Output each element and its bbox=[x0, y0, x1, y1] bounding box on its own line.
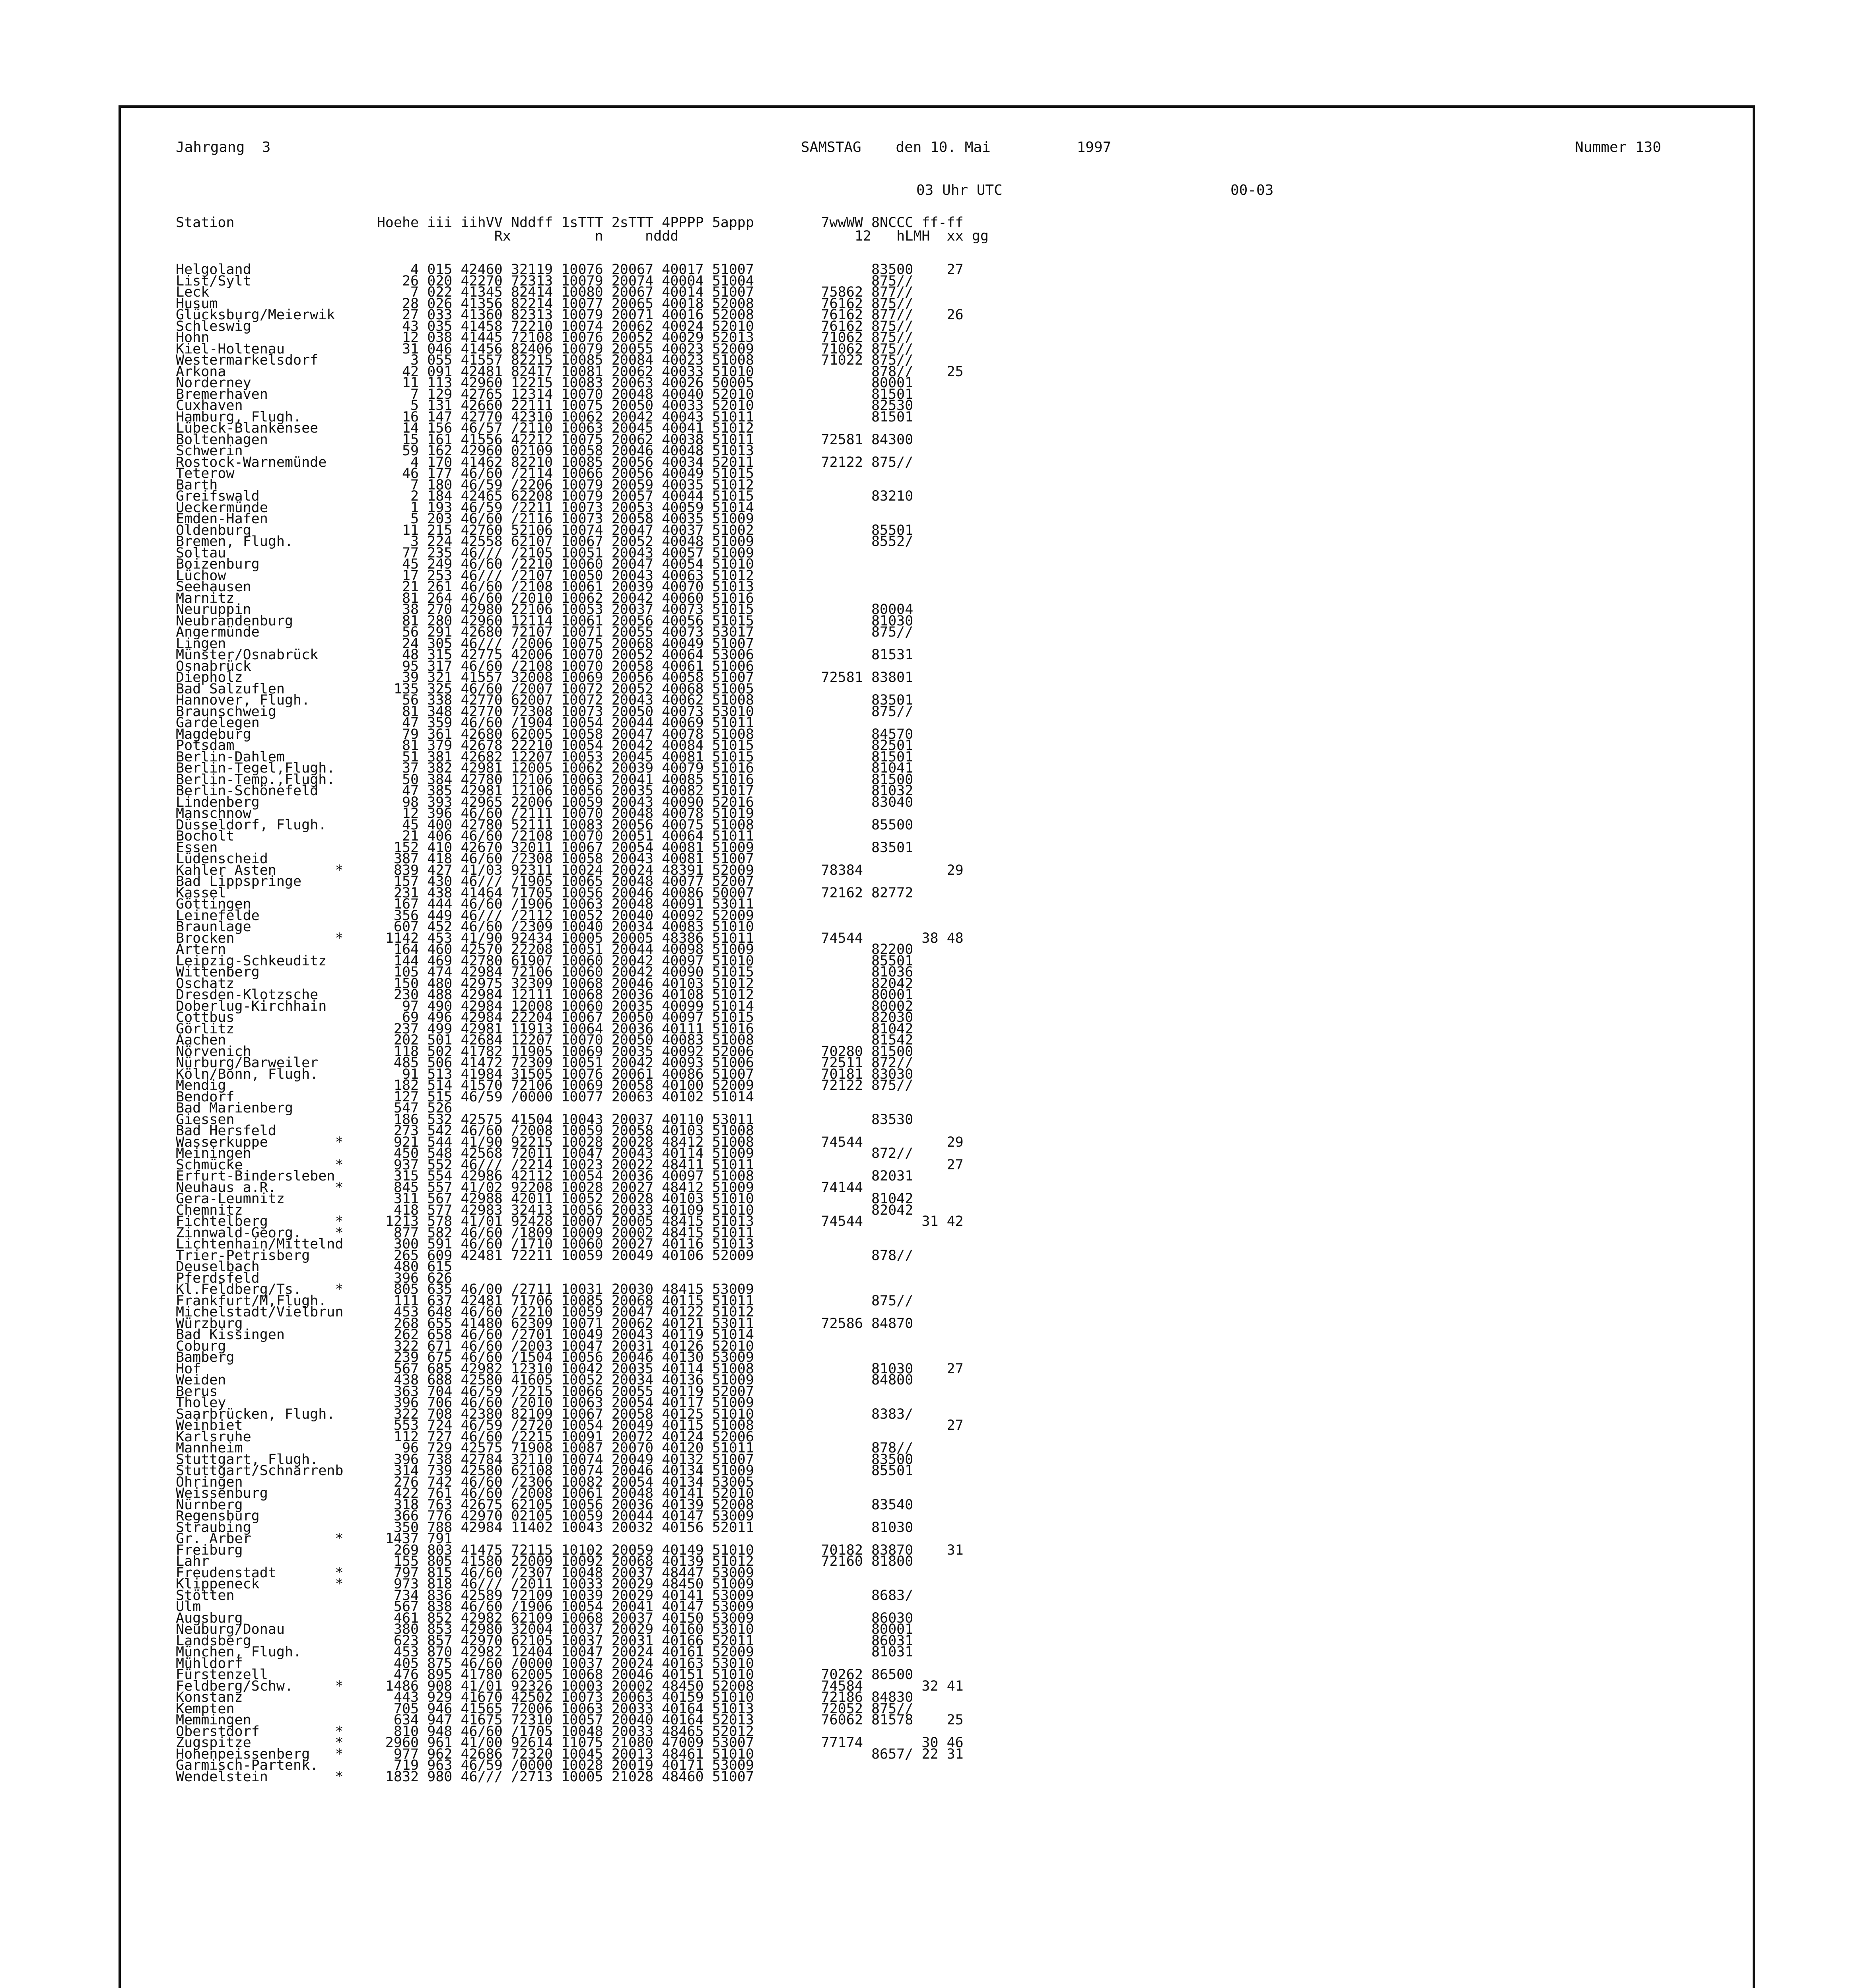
table-row: Deuselbach 480 615 bbox=[176, 1259, 453, 1275]
table-row: Potsdam 81 379 42678 22210 10054 20042 40084 51015 82501 bbox=[176, 738, 913, 753]
issue-number: Nummer 130 bbox=[1575, 139, 1661, 155]
table-row: Karlsruhe 112 727 46/60 /2215 10091 20072 40124 52006 bbox=[176, 1429, 754, 1445]
table-row: Pferdsfeld 396 626 bbox=[176, 1270, 453, 1286]
table-row: Greifswald 2 184 42465 62208 10079 20057 40044 51015 83210 bbox=[176, 488, 913, 504]
table-row: Bamberg 239 675 46/60 /1504 10056 20046 40130 53009 bbox=[176, 1349, 754, 1365]
table-row: Regensburg 366 776 42970 02105 10059 20044 40147 53009 bbox=[176, 1508, 754, 1524]
table-row: Augsburg 461 852 42982 62109 10068 20037 40150 53009 86030 bbox=[176, 1610, 913, 1626]
table-row: Berlin-Temp.,Flugh. 50 384 42780 12106 10063 20041 40085 51016 81500 bbox=[176, 771, 913, 788]
table-row: Weissenburg 422 761 46/60 /2008 10061 20048 40141 52010 bbox=[176, 1485, 754, 1501]
table-row: Braunlage 607 452 46/60 /2309 10040 20034 40083 51010 bbox=[176, 919, 754, 935]
table-row: Meiningen 450 548 42568 72011 10047 20043 40114 51009 872// bbox=[176, 1145, 913, 1161]
table-row: Frankfurt/M,Flugh. 111 637 42481 71706 10085 20068 40115 51011 875// bbox=[176, 1293, 913, 1309]
table-row: Konstanz 443 929 41670 42502 10073 20063 40159 51010 72186 84830 bbox=[176, 1689, 913, 1705]
table-row: Berlin-Tegel,Flugh. 37 382 42981 12005 10062 20039 40079 51016 81041 bbox=[176, 760, 913, 776]
table-row: Barth 7 180 46/59 /2206 10079 20059 40035 51012 bbox=[176, 477, 754, 493]
table-row: Neuhaus a.R. * 845 557 41/02 92208 10028 20027 48412 51009 74144 bbox=[176, 1179, 863, 1196]
table-row: Stuttgart, Flugh. 396 738 42784 32110 10074 20049 40132 51007 83500 bbox=[176, 1451, 913, 1468]
table-row: Doberlug-Kirchhain 97 490 42984 12008 10060 20035 40099 51014 80002 bbox=[176, 998, 913, 1014]
table-row: Berlin-Schönefeld 47 385 42981 12106 10056 20035 40082 51017 81032 bbox=[176, 783, 913, 799]
table-row: Lübeck-Blankensee 14 156 46/57 /2110 10063 20045 40041 51012 bbox=[176, 420, 754, 436]
table-row: Bad Marienberg 547 526 bbox=[176, 1100, 453, 1116]
table-row: Teterow 46 177 46/60 /2114 10066 20056 40049 51015 bbox=[176, 466, 754, 481]
table-row: München, Flugh. 453 870 42982 12404 10047 20024 40161 52009 81031 bbox=[176, 1644, 913, 1660]
table-row: Fürstenzell 476 895 41780 62005 10068 20046 40151 51010 70262 86500 bbox=[176, 1667, 913, 1683]
table-row: Westermarkelsdorf 3 055 41557 82215 10085 20084 40023 51008 71022 875// bbox=[176, 352, 913, 368]
table-row: Neuruppin 38 270 42980 22106 10053 20037 40073 51015 80004 bbox=[176, 602, 913, 617]
table-row: Görlitz 237 499 42981 11913 10064 20036 40111 51016 81042 bbox=[176, 1021, 913, 1037]
table-row: Osnabrück 95 317 46/60 /2108 10070 20058 40061 51006 bbox=[176, 658, 754, 674]
table-row: Cottbus 69 496 42984 22204 10067 20050 40097 51015 82030 bbox=[176, 1010, 913, 1025]
table-row: Nörvenich 118 502 41782 11905 10069 20035 40092 52006 70280 81500 bbox=[176, 1043, 913, 1060]
date-label: SAMSTAG den 10. Mai 1997 bbox=[801, 139, 1112, 155]
table-row: Straubing 350 788 42984 11402 10043 20032 40156 52011 81030 bbox=[176, 1519, 913, 1536]
table-row: Bad Kissingen 262 658 46/60 /2701 10049 20043 40119 51014 bbox=[176, 1327, 754, 1343]
station-table bbox=[176, 215, 989, 1785]
table-row: Rostock-Warnemünde 4 170 41462 82210 10085 20056 40034 52011 72122 875// bbox=[176, 454, 913, 470]
table-row: Ueckermünde 1 193 46/59 /2211 10073 20053 40059 51014 bbox=[176, 499, 754, 516]
table-row: Schleswig 43 035 41458 72210 10074 20062 40024 52010 76162 875// bbox=[176, 318, 913, 334]
volume-label: Jahrgang 3 bbox=[176, 139, 271, 155]
table-row: Arkona 42 091 42481 82417 10081 20062 40033 51010 878// 25 bbox=[176, 363, 964, 380]
table-row: Schmücke * 937 552 46/// /2214 10023 20022 48411 51011 27 bbox=[176, 1157, 964, 1173]
table-row: Hohn 12 038 41445 72108 10076 20052 40029 52013 71062 875// bbox=[176, 330, 913, 346]
observation-time: 03 Uhr UTC bbox=[916, 182, 1003, 198]
table-row: Neubrandenburg 81 280 42960 12114 10061 20056 40056 51015 81030 bbox=[176, 613, 913, 629]
station-rows bbox=[176, 262, 989, 1785]
report-frame bbox=[119, 105, 1755, 1988]
table-row: Boltenhagen 15 161 41556 42212 10075 20062 40038 51011 72581 84300 bbox=[176, 431, 913, 448]
table-row: Leipzig-Schkeuditz 144 469 42780 61907 10060 20042 40097 51010 85501 bbox=[176, 953, 913, 969]
table-row: Trier-Petrisberg 265 609 42481 72211 10059 20049 40106 52009 878// bbox=[176, 1247, 913, 1264]
table-row: Oschatz 150 480 42975 32309 10068 20046 40103 51012 82042 bbox=[176, 975, 913, 992]
table-row: Manschnow 12 396 46/60 /2111 10070 20048 40078 51019 bbox=[176, 806, 754, 821]
column-header-row-2: Rx n nddd 12 hLMH xx gg bbox=[176, 228, 989, 244]
table-row: Leinefelde 356 449 46/// /2112 10052 20040 40092 52009 bbox=[176, 907, 754, 924]
table-row: Bad Lippspringe 157 430 46/// /1905 10065 20048 40077 52007 bbox=[176, 874, 754, 889]
table-row: Aachen 202 501 42684 12207 10070 20050 40083 51008 81542 bbox=[176, 1032, 913, 1048]
table-row: Ulm 567 838 46/60 /1906 10054 20041 40147 53009 bbox=[176, 1599, 754, 1615]
table-row: Angermünde 56 291 42680 72107 10071 20055 40073 53017 875// bbox=[176, 624, 913, 640]
table-row: Giessen 186 532 42575 41504 10043 20037 40110 53011 83530 bbox=[176, 1111, 913, 1128]
table-row: Lahr 155 805 41580 22009 10092 20068 40139 51012 72160 81800 bbox=[176, 1553, 913, 1569]
table-row: Freiburg 269 803 41475 72115 10102 20059 40149 51010 70182 83870 31 bbox=[176, 1542, 964, 1558]
table-row: Göttingen 167 444 46/60 /1906 10063 20048 40091 53011 bbox=[176, 896, 754, 912]
table-row: Saarbrücken, Flugh. 322 708 42380 82109 10067 20058 40125 51010 8383/ bbox=[176, 1406, 913, 1422]
table-row: Bad Salzuflen 135 325 46/60 /2007 10072 20052 40068 51005 bbox=[176, 681, 754, 697]
table-row: Glücksburg/Meierwik 27 033 41360 82313 10079 20071 40016 52008 76162 877// 26 bbox=[176, 307, 964, 323]
table-row: Lüdenscheid 387 418 46/60 /2308 10058 20043 40081 51007 bbox=[176, 851, 754, 867]
table-row: Zugspitze * 2960 961 41/00 92614 11075 21080 47009 53007 77174 30 46 bbox=[176, 1735, 964, 1751]
table-row: Klippeneck * 973 818 46/// /2011 10033 20029 48450 51009 bbox=[176, 1576, 754, 1592]
table-row: Feldberg/Schw. * 1486 908 41/01 92326 10003 20002 48450 52008 74584 32 41 bbox=[176, 1678, 964, 1694]
table-row: Bad Hersfeld 273 542 46/60 /2008 10059 20058 40103 51008 bbox=[176, 1123, 754, 1139]
table-row: Husum 28 026 41356 82214 10077 20065 40018 52008 76162 875// bbox=[176, 295, 913, 312]
table-row: Magdeburg 79 361 42680 62005 10058 20047 40078 51008 84570 bbox=[176, 726, 913, 742]
table-row: Mannheim 96 729 42575 71908 10087 20070 40120 51011 878// bbox=[176, 1440, 913, 1456]
table-row: Cuxhaven 5 131 42660 22111 10075 20050 40033 52010 82530 bbox=[176, 398, 913, 414]
table-row: Wendelstein * 1832 980 46/// /2713 10005 21028 48460 51007 bbox=[176, 1769, 754, 1785]
table-row: Marnitz 81 264 46/60 /2010 10062 20042 40060 51016 bbox=[176, 590, 754, 606]
table-row: Stötten 734 836 42589 72109 10039 20029 40141 53009 8683/ bbox=[176, 1587, 913, 1604]
table-row: Hof 567 685 42982 12310 10042 20035 40114 51008 81030 27 bbox=[176, 1361, 964, 1377]
table-row: Emden-Hafen 5 203 46/60 /2116 10073 20058 40035 51009 bbox=[176, 511, 754, 527]
table-row: Gera-Leumnitz 311 567 42988 42011 10052 20028 40103 51010 81042 bbox=[176, 1191, 913, 1207]
table-row: Dresden-Klotzsche 230 488 42984 12111 10068 20036 40108 51012 80001 bbox=[176, 987, 913, 1003]
table-row: Zinnwald-Georg. * 877 582 46/60 /1809 10009 20002 48415 51011 bbox=[176, 1225, 754, 1241]
table-row: Köln/Bonn, Flugh. 91 513 41984 31505 10076 20061 40086 51007 70181 83030 bbox=[176, 1066, 913, 1082]
table-row: Garmisch-Partenk. 719 963 46/59 /0000 10028 20019 40171 53009 bbox=[176, 1757, 754, 1773]
table-row: Mühldorf 405 875 46/60 /0000 10037 20024 40163 53010 bbox=[176, 1655, 754, 1672]
table-row: Öhringen 276 742 46/60 /2306 10082 20054 40134 53005 bbox=[176, 1474, 754, 1490]
table-row: Weinbiet 553 724 46/59 /2720 10054 20049 40115 51008 27 bbox=[176, 1417, 964, 1433]
table-row: Bendorf 127 515 46/59 /0000 10077 20063 40102 51014 bbox=[176, 1089, 754, 1105]
table-row: Soltau 77 235 46/// /2105 10051 20043 40057 51009 bbox=[176, 545, 754, 561]
table-row: Lüchow 17 253 46/// /2107 10050 20043 40063 51012 bbox=[176, 567, 754, 584]
table-row: Michelstadt/Vielbrun 453 648 46/60 /2210 10059 20047 40122 51012 bbox=[176, 1304, 754, 1320]
table-row: Oldenburg 11 215 42760 52106 10074 20047 40037 51002 85501 bbox=[176, 522, 913, 538]
table-row: Hohenpeissenberg * 977 962 42686 72320 10045 20013 48461 51010 8657/ 22 31 bbox=[176, 1746, 964, 1762]
table-row: Fichtelberg * 1213 578 41/01 92428 10007 20005 48415 51013 74544 31 42 bbox=[176, 1213, 964, 1229]
column-header-row-1: Station Hoehe iii iihVV Nddff 1sTTT 2sTTT 4PPPP 5appp 7wwWW 8NCCC ff-ff bbox=[176, 215, 964, 231]
table-row: Brocken * 1142 453 41/90 92434 10005 20005 48386 51011 74544 38 48 bbox=[176, 930, 964, 946]
table-row: Lingen 24 305 46/// /2006 10075 20068 40049 51007 bbox=[176, 635, 754, 652]
table-row: Hamburg, Flugh. 16 147 42770 42310 10062 20042 40043 51011 81501 bbox=[176, 409, 913, 425]
table-row: Oberstdorf * 810 948 46/60 /1705 10048 20033 48465 52012 bbox=[176, 1723, 754, 1740]
table-row: Coburg 322 671 46/60 /2003 10047 20031 40126 52010 bbox=[176, 1338, 754, 1354]
table-row: Wittenberg 105 474 42984 72106 10060 20042 40090 51015 81036 bbox=[176, 964, 913, 980]
table-row: Freudenstadt * 797 815 46/60 /2307 10048 20037 48447 53009 bbox=[176, 1565, 754, 1581]
table-row: Lindenberg 98 393 42965 22006 10059 20043 40090 52016 83040 bbox=[176, 794, 913, 810]
table-row: Erfurt-Bindersleben 315 554 42986 42112 10054 20036 40097 51008 82031 bbox=[176, 1168, 913, 1184]
table-row: Neuburg/Donau 380 853 42980 32004 10037 20029 40160 53010 80001 bbox=[176, 1621, 913, 1637]
table-row: Artern 164 460 42570 22208 10051 20044 40098 51009 82200 bbox=[176, 942, 913, 957]
table-row: Weiden 438 688 42580 41605 10052 20034 40136 51009 84800 bbox=[176, 1372, 913, 1388]
table-row: Düsseldorf, Flugh. 45 400 42780 52111 10083 20056 40075 51008 85500 bbox=[176, 817, 913, 833]
table-row: Schwerin 59 162 42960 02109 10058 20046 40048 51013 bbox=[176, 443, 754, 459]
table-row: Mendig 182 514 41570 72106 10069 20058 40100 52009 72122 875// bbox=[176, 1077, 913, 1093]
table-row: Helgoland 4 015 42460 32119 10076 20067 40017 51007 83500 27 bbox=[176, 262, 964, 278]
table-row: Stuttgart/Schnarrenb 314 739 42580 62108 10074 20046 40134 51009 85501 bbox=[176, 1463, 913, 1479]
table-row: Nürburg/Barweiler 485 506 41472 72309 10051 20042 40093 51006 72511 872// bbox=[176, 1055, 913, 1071]
table-row: Kl.Feldberg/Ts. * 805 635 46/00 /2711 10031 20030 48415 53009 bbox=[176, 1281, 754, 1297]
table-row: Berus 363 704 46/59 /2215 10066 20055 40119 52007 bbox=[176, 1383, 754, 1400]
table-row: Bocholt 21 406 46/60 /2108 10070 20051 40064 51011 bbox=[176, 828, 754, 844]
table-row: Landsberg 623 857 42970 62105 10037 20031 40166 52011 86031 bbox=[176, 1633, 913, 1649]
table-row: Tholey 396 706 46/60 /2010 10063 20054 40117 51009 bbox=[176, 1395, 754, 1411]
table-row: Lichtenhain/Mittelnd 300 591 46/60 /1710 10060 20027 40116 51013 bbox=[176, 1236, 754, 1252]
table-row: Leck 7 022 41345 82414 10080 20067 40014 51007 75862 877// bbox=[176, 284, 913, 300]
table-row: Essen 152 410 42670 32011 10067 20054 40081 51009 83501 bbox=[176, 839, 913, 856]
table-row: Chemnitz 418 577 42983 32413 10056 20033 40109 51010 82042 bbox=[176, 1202, 913, 1218]
table-row: Würzburg 268 655 41480 62309 10071 20062 40121 53011 72586 84870 bbox=[176, 1315, 913, 1332]
table-row: Bremen, Flugh. 3 224 42558 62107 10067 20052 40048 51009 8552/ bbox=[176, 534, 913, 549]
table-row: Wasserkuppe * 921 544 41/90 92215 10028 20028 48412 51008 74544 29 bbox=[176, 1134, 964, 1150]
table-row: Boizenburg 45 249 46/60 /2210 10060 20047 40054 51010 bbox=[176, 556, 754, 572]
table-row: Norderney 11 113 42960 12215 10083 20063 40026 50005 80001 bbox=[176, 375, 913, 391]
table-row: Braunschweig 81 348 42770 72308 10073 20050 40073 53010 875// bbox=[176, 703, 913, 720]
table-row: Gardelegen 47 359 46/60 /1904 10054 20044 40069 51011 bbox=[176, 715, 754, 731]
table-row: List/Sylt 26 020 42270 72313 10079 20074 40004 51004 875// bbox=[176, 273, 913, 289]
table-row: Bremerhaven 7 129 42765 12314 10070 20048 40040 52010 81501 bbox=[176, 386, 913, 402]
table-row: Kiel-Holtenau 31 046 41456 82406 10079 20055 40023 52009 71062 875// bbox=[176, 341, 913, 357]
table-row: Münster/Osnabrück 48 315 42775 42006 10070 20052 40064 53006 81531 bbox=[176, 647, 913, 663]
table-row: Seehausen 21 261 46/60 /2108 10061 20039 40070 51013 bbox=[176, 579, 754, 595]
observation-range: 00-03 bbox=[1230, 182, 1274, 198]
table-row: Berlin-Dahlem 51 381 42682 12207 10053 20045 40081 51015 81501 bbox=[176, 749, 913, 765]
table-row: Kahler Asten * 839 427 41/03 92311 10024 20024 48391 52009 78384 29 bbox=[176, 862, 964, 878]
table-row: Kassel 231 438 41464 71705 10056 20046 40086 50007 72162 82772 bbox=[176, 885, 913, 901]
table-row: Hannover, Flugh. 56 338 42770 62007 10072 20043 40062 51008 83501 bbox=[176, 692, 913, 708]
table-row: Kempten 705 946 41565 72006 10063 20033 40164 51013 72052 875// bbox=[176, 1701, 913, 1717]
table-row: Memmingen 634 947 41675 72310 10057 20040 40164 52013 76062 81578 25 bbox=[176, 1712, 964, 1728]
table-row: Gr. Arber * 1437 791 bbox=[176, 1531, 453, 1547]
table-row: Diepholz 39 321 41557 32008 10069 20056 40058 51007 72581 83801 bbox=[176, 670, 913, 685]
table-row: Nürnberg 318 763 42675 62105 10056 20036 40139 52008 83540 bbox=[176, 1497, 913, 1513]
